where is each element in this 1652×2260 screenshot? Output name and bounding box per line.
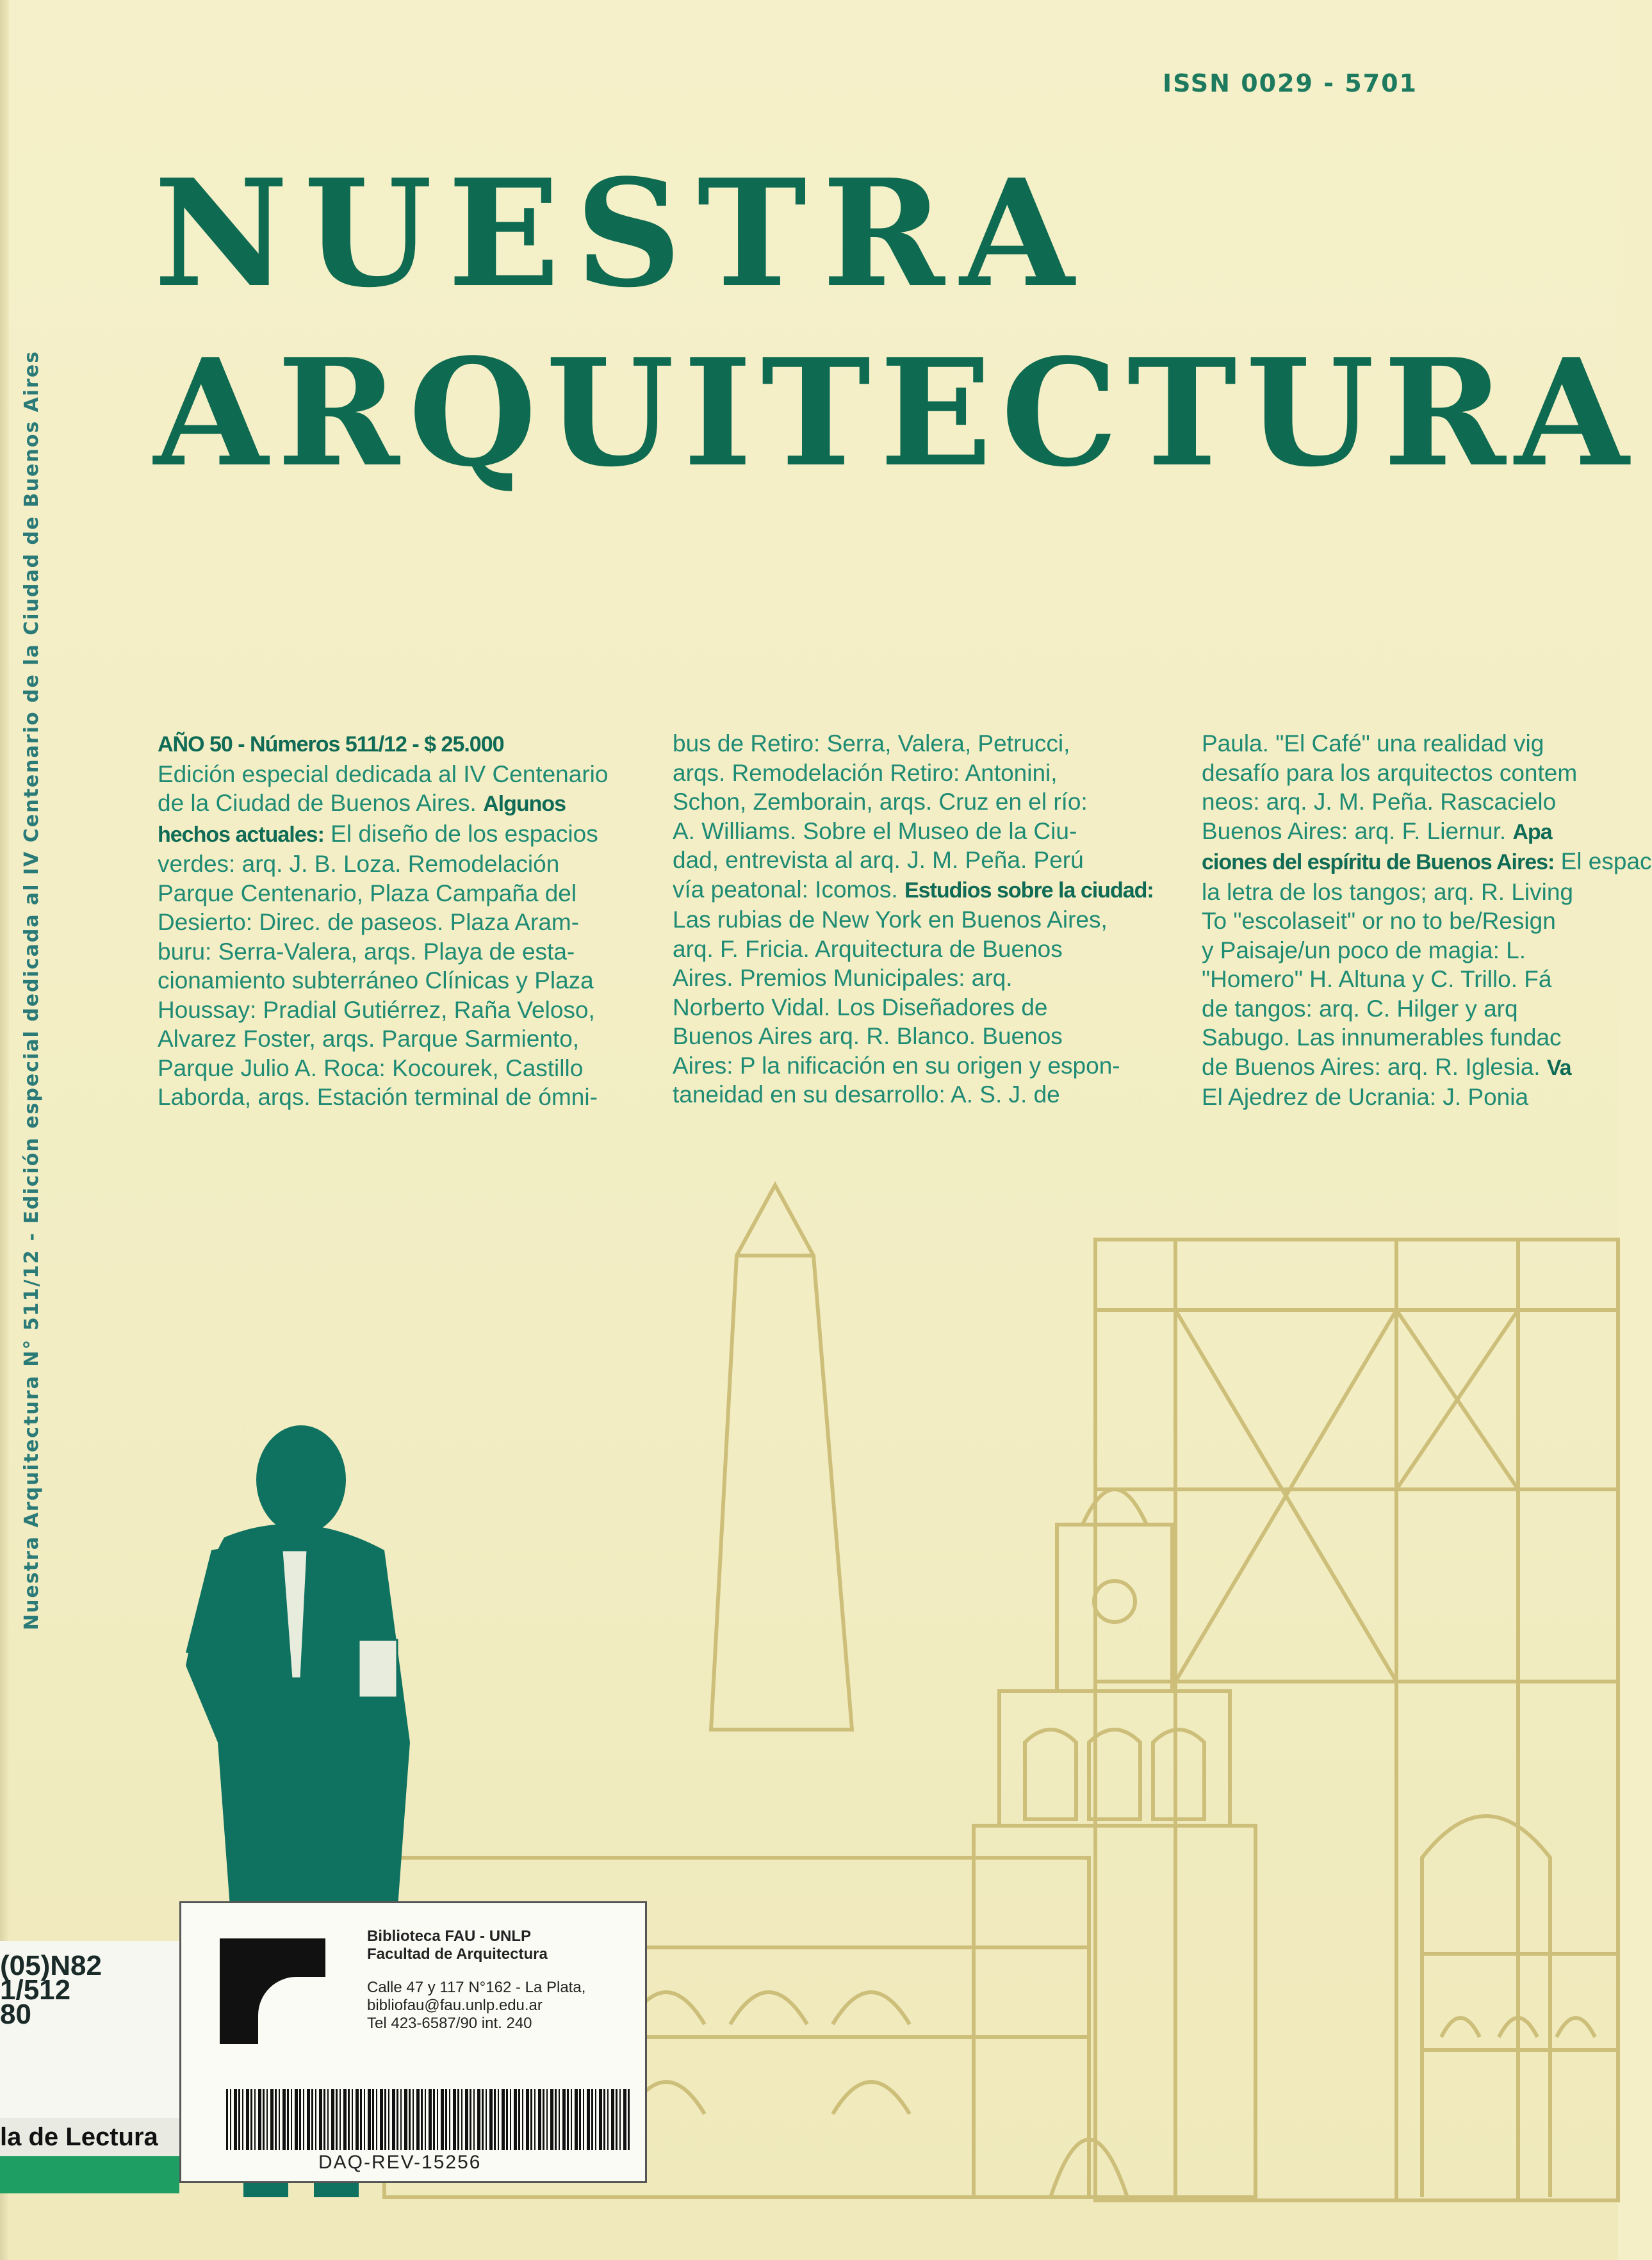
library-name: Biblioteca FAU - UNLP — [367, 1928, 532, 1945]
text-line: "Homero" H. Altuna y C. Trillo. Fá — [1202, 966, 1552, 992]
sala-label: la de Lectura — [0, 2118, 179, 2156]
section-heading: ciones del espíritu de Buenos Aires: — [1202, 850, 1555, 874]
text-line: neos: arq. J. M. Peña. Rascacielo — [1202, 789, 1557, 815]
issn-number: ISSN 0029 - 5701 — [1163, 69, 1418, 97]
library-label — [179, 1901, 647, 2183]
text-line: de Buenos Aires: arq. R. Iglesia. — [1202, 1053, 1541, 1080]
text-line: bus de Retiro: Serra, Valera, Petrucci, — [673, 730, 1070, 757]
text-line: de tangos: arq. C. Hilger y arq — [1202, 995, 1518, 1022]
text-line: de la Ciudad de Buenos Aires. — [158, 790, 477, 816]
text-line: Norberto Vidal. Los Diseñadores de — [673, 994, 1048, 1020]
library-phone: Tel 423-6587/90 int. 240 — [367, 2015, 532, 2032]
text-line: vía peatonal: Icomos. — [673, 876, 898, 903]
call-number — [0, 1950, 102, 2030]
text-line: Houssay: Pradial Gutiérrez, Raña Veloso, — [158, 996, 595, 1023]
call-number-line: 1/512 — [0, 1974, 71, 2006]
obelisk-outline — [711, 1185, 852, 1730]
text-line: To "escolaseit" or no to be/Resign — [1202, 908, 1556, 934]
call-number-line: 80 — [0, 1999, 31, 2030]
text-line: arqs. Remodelación Retiro: Antonini, — [673, 759, 1058, 786]
text-line: taneidad en su desarrollo: A. S. J. de — [673, 1081, 1060, 1108]
text-line: Sabugo. Las innumerables fundac — [1202, 1024, 1562, 1051]
section-heading: Estudios sobre la ciudad: — [904, 878, 1154, 903]
text-line: Schon, Zemborain, arqs. Cruz en el río: — [673, 789, 1088, 815]
library-address: Calle 47 y 117 N°162 - La Plata, — [367, 1979, 586, 1996]
call-number-line: (05)N82 — [0, 1950, 102, 1981]
section-heading: Apa — [1512, 819, 1552, 844]
text-line: dad, entrevista al arq. J. M. Peña. Perú — [673, 847, 1084, 873]
section-heading: Algunos — [483, 792, 566, 816]
text-line: la letra de los tangos; arq. R. Living — [1202, 878, 1573, 905]
text-line: Buenos Aires: arq. F. Liernur. — [1202, 817, 1507, 844]
text-line: y Paisaje/un poco de magia: L. — [1202, 937, 1526, 963]
text-line: Paula. "El Café" una realidad vig — [1202, 730, 1544, 757]
title-line-1: NUESTRA — [154, 147, 1090, 320]
text-line: Aires: P la nificación en su origen y espon- — [673, 1052, 1120, 1079]
green-band — [0, 2156, 179, 2193]
title-line-2: ARQUITECTURA — [154, 327, 1638, 500]
text-line: buru: Serra-Valera, arqs. Playa de esta- — [158, 938, 575, 965]
text-line: Laborda, arqs. Estación terminal de ómni- — [158, 1084, 598, 1110]
section-heading: Va — [1546, 1055, 1571, 1080]
issue-line: AÑO 50 - Números 511/12 - $ 25.000 — [158, 732, 504, 757]
text-line: Parque Julio A. Roca: Kocourek, Castillo — [158, 1054, 584, 1081]
section-heading: hechos actuales: — [158, 822, 324, 847]
text-line: A. Williams. Sobre el Museo de la Ciu- — [673, 817, 1077, 844]
text-line: El Ajedrez de Ucrania: J. Ponia — [1202, 1084, 1529, 1110]
library-email: bibliofau@fau.unlp.edu.ar — [367, 1997, 543, 2014]
contents-column-1 — [158, 729, 609, 1112]
text-line: Edición especial dedicada al IV Centenario — [158, 760, 609, 787]
text-line: cionamiento subterráneo Clínicas y Plaza — [158, 967, 594, 994]
text-line: arq. F. Fricia. Arquitectura de Buenos — [673, 935, 1063, 962]
text-line: El espac — [1560, 848, 1652, 874]
domed-building — [1422, 1816, 1550, 2197]
spine-text: Nuestra Arquitectura N° 511/12 - Edición especial dedicada al IV Centenario de la Ciudad de Buenos Aires — [20, 350, 43, 1630]
text-line: Desierto: Direc. de paseos. Plaza Aram- — [158, 909, 580, 935]
text-line: Alvarez Foster, arqs. Parque Sarmiento, — [158, 1026, 580, 1052]
text-line: Parque Centenario, Plaza Campaña del — [158, 880, 577, 906]
text-line: desafío para los arquitectos contem — [1202, 759, 1578, 786]
text-line: verdes: arq. J. B. Loza. Remodelación — [158, 851, 560, 877]
text-line: Aires. Premios Municipales: arq. — [673, 965, 1013, 991]
text-line: Buenos Aires arq. R. Blanco. Buenos — [673, 1023, 1063, 1049]
barcode-number: DAQ-REV-15256 — [309, 2152, 490, 2174]
contents-column-2 — [673, 729, 1154, 1110]
barcode — [226, 2089, 630, 2150]
faculty-name: Facultad de Arquitectura — [367, 1945, 548, 1963]
text-line: El diseño de los espacios — [331, 820, 598, 847]
cabildo-tower — [1057, 1525, 1172, 1691]
text-line: Las rubias de New York en Buenos Aires, — [673, 906, 1108, 933]
contents-column-3 — [1202, 729, 1652, 1112]
